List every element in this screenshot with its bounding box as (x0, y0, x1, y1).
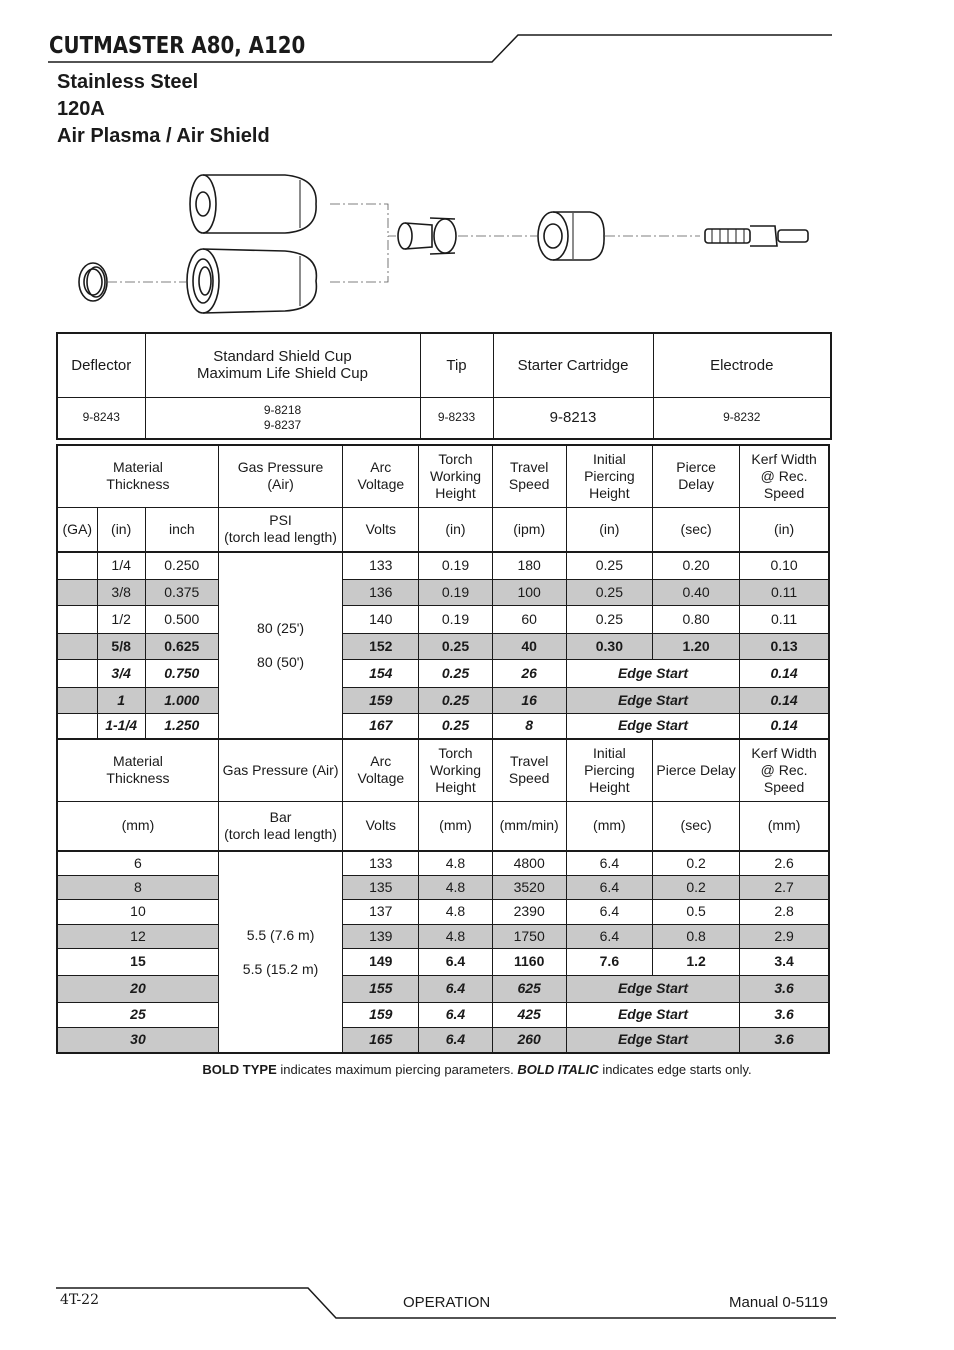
torch-height-cell: 0.25 (419, 659, 492, 687)
unit-bar: Bar (torch lead length) (218, 801, 342, 851)
decimal-cell: 0.500 (145, 605, 218, 633)
torch-height-cell: 6.4 (419, 1027, 492, 1053)
arc-voltage-cell: 133 (343, 851, 419, 875)
starter-cartridge-image (538, 212, 604, 260)
travel-speed-cell: 8 (492, 713, 566, 739)
parts-table (56, 332, 832, 440)
decimal-cell: 0.250 (145, 552, 218, 579)
torch-height-cell: 6.4 (419, 1002, 492, 1027)
torch-height-cell: 4.8 (419, 924, 492, 948)
arc-voltage-cell: 154 (343, 659, 419, 687)
shield-cup-header: Standard Shield Cup Maximum Life Shield Cup (145, 333, 420, 397)
tip-image (398, 218, 456, 254)
decimal-cell: 1.000 (145, 687, 218, 713)
travel-speed-cell: 100 (492, 579, 566, 605)
decimal-cell: 0.375 (145, 579, 218, 605)
gauge-cell (57, 687, 97, 713)
shield-cup-part-numbers: 9-8218 9-8237 (145, 397, 420, 439)
unit-mm: (mm) (57, 801, 218, 851)
thickness-mm-cell: 10 (57, 899, 218, 924)
imperial-pierce-delay-header: Pierce Delay (652, 445, 739, 507)
arc-voltage-cell: 149 (343, 948, 419, 975)
header-rule (0, 0, 954, 80)
kerf-width-cell: 3.6 (740, 1027, 829, 1053)
torch-height-cell: 0.25 (419, 687, 492, 713)
pierce-height-cell: 0.25 (566, 552, 652, 579)
page-number: 4T-22 (60, 1292, 99, 1308)
metric-row (57, 1027, 829, 1053)
fraction-cell: 1/4 (97, 552, 145, 579)
thickness-mm-cell: 25 (57, 1002, 218, 1027)
pierce-height-cell: 6.4 (566, 924, 652, 948)
gauge-cell (57, 605, 97, 633)
gauge-cell (57, 552, 97, 579)
deflector-header: Deflector (57, 333, 145, 397)
kerf-width-cell: 2.8 (740, 899, 829, 924)
manual-number: Manual 0-5119 (729, 1294, 828, 1311)
kerf-width-cell: 2.7 (740, 875, 829, 899)
imperial-gas-pressure-cell: 80 (25') 80 (50') (218, 552, 342, 739)
electrode-header: Electrode (653, 333, 831, 397)
decimal-cell: 0.750 (145, 659, 218, 687)
thickness-mm-cell: 30 (57, 1027, 218, 1053)
arc-voltage-cell: 133 (343, 552, 419, 579)
kerf-width-cell: 0.14 (740, 713, 829, 739)
arc-voltage-cell: 136 (343, 579, 419, 605)
imperial-pierce-height-header: Initial Piercing Height (566, 445, 652, 507)
unit-ga: (GA) (57, 507, 97, 552)
kerf-width-cell: 3.4 (740, 948, 829, 975)
travel-speed-cell: 40 (492, 633, 566, 659)
fraction-cell: 1-1/4 (97, 713, 145, 739)
imperial-row (57, 633, 829, 659)
edge-start-cell: Edge Start (566, 687, 739, 713)
edge-start-cell: Edge Start (566, 1002, 739, 1027)
pierce-delay-cell: 0.40 (652, 579, 739, 605)
pierce-height-cell: 6.4 (566, 899, 652, 924)
arc-voltage-cell: 135 (343, 875, 419, 899)
unit-pierce-in: (in) (566, 507, 652, 552)
unit-metric-sec: (sec) (652, 801, 739, 851)
travel-speed-cell: 60 (492, 605, 566, 633)
pierce-delay-cell: 0.2 (652, 875, 739, 899)
torch-height-cell: 0.19 (419, 605, 492, 633)
deflector-image (79, 263, 107, 301)
gauge-cell (57, 713, 97, 739)
pierce-delay-cell: 0.2 (652, 851, 739, 875)
starter-cartridge-header: Starter Cartridge (493, 333, 653, 397)
metric-row (57, 924, 829, 948)
decimal-cell: 0.625 (145, 633, 218, 659)
unit-ipm: (ipm) (492, 507, 566, 552)
legend-note: BOLD TYPE indicates maximum piercing parameters. BOLD ITALIC indicates edge starts only. (202, 1062, 752, 1077)
metric-row (57, 975, 829, 1002)
kerf-width-cell: 3.6 (740, 975, 829, 1002)
torch-height-cell: 0.25 (419, 713, 492, 739)
document-title: CUTMASTER A80, A120 (49, 33, 306, 59)
gauge-cell (57, 579, 97, 605)
unit-metric-volts: Volts (343, 801, 419, 851)
travel-speed-cell: 3520 (492, 875, 566, 899)
unit-in: (in) (97, 507, 145, 552)
metric-row (57, 948, 829, 975)
unit-volts: Volts (343, 507, 419, 552)
imperial-row (57, 552, 829, 579)
imperial-kerf-header: Kerf Width @ Rec. Speed (740, 445, 829, 507)
metric-row (57, 851, 829, 875)
pierce-delay-cell: 1.2 (652, 948, 739, 975)
travel-speed-cell: 425 (492, 1002, 566, 1027)
travel-speed-cell: 1160 (492, 948, 566, 975)
fraction-cell: 1 (97, 687, 145, 713)
arc-voltage-cell: 137 (343, 899, 419, 924)
subtitle-gas: Air Plasma / Air Shield (57, 125, 270, 147)
imperial-row (57, 713, 829, 739)
tip-part-number: 9-8233 (420, 397, 493, 439)
arc-voltage-cell: 159 (343, 1002, 419, 1027)
imperial-row (57, 687, 829, 713)
arc-voltage-cell: 155 (343, 975, 419, 1002)
torch-height-cell: 0.19 (419, 552, 492, 579)
torch-height-cell: 0.19 (419, 579, 492, 605)
decimal-cell: 1.250 (145, 713, 218, 739)
subtitle-material: Stainless Steel (57, 71, 199, 93)
thickness-mm-cell: 12 (57, 924, 218, 948)
imperial-gas-header: Gas Pressure (Air) (218, 445, 342, 507)
metric-gas-pressure-cell: 5.5 (7.6 m) 5.5 (15.2 m) (218, 851, 342, 1053)
kerf-width-cell: 0.14 (740, 687, 829, 713)
arc-voltage-cell: 165 (343, 1027, 419, 1053)
torch-height-cell: 6.4 (419, 975, 492, 1002)
edge-start-cell: Edge Start (566, 713, 739, 739)
pierce-height-cell: 6.4 (566, 851, 652, 875)
travel-speed-cell: 26 (492, 659, 566, 687)
kerf-width-cell: 0.11 (740, 605, 829, 633)
pierce-height-cell: 7.6 (566, 948, 652, 975)
arc-voltage-cell: 152 (343, 633, 419, 659)
max-life-shield-cup-image (187, 249, 316, 313)
pierce-delay-cell: 0.20 (652, 552, 739, 579)
imperial-torch-header: Torch Working Height (419, 445, 492, 507)
unit-psi: PSI (torch lead length) (218, 507, 342, 552)
fraction-cell: 3/8 (97, 579, 145, 605)
metric-travel-header: Travel Speed (492, 739, 566, 801)
imperial-material-header: Material Thickness (57, 445, 218, 507)
unit-kerf-in: (in) (740, 507, 829, 552)
edge-start-cell: Edge Start (566, 975, 739, 1002)
fraction-cell: 1/2 (97, 605, 145, 633)
metric-material-header: Material Thickness (57, 739, 218, 801)
unit-mm-min: (mm/min) (492, 801, 566, 851)
pierce-height-cell: 0.30 (566, 633, 652, 659)
gauge-cell (57, 633, 97, 659)
section-name: OPERATION (403, 1294, 491, 1311)
kerf-width-cell: 0.11 (740, 579, 829, 605)
torch-height-cell: 6.4 (419, 948, 492, 975)
cut-chart-table (56, 444, 830, 1054)
gauge-cell (57, 659, 97, 687)
arc-voltage-cell: 139 (343, 924, 419, 948)
torch-height-cell: 4.8 (419, 899, 492, 924)
consumables-illustration (70, 166, 830, 326)
arc-voltage-cell: 140 (343, 605, 419, 633)
imperial-row (57, 659, 829, 687)
pierce-delay-cell: 0.8 (652, 924, 739, 948)
pierce-height-cell: 0.25 (566, 605, 652, 633)
deflector-part-number: 9-8243 (57, 397, 145, 439)
electrode-part-number: 9-8232 (653, 397, 831, 439)
imperial-travel-header: Travel Speed (492, 445, 566, 507)
imperial-row (57, 605, 829, 633)
unit-torch-mm: (mm) (419, 801, 492, 851)
metric-pierce-height-header: Initial Piercing Height (566, 739, 652, 801)
metric-arc-header: Arc Voltage (343, 739, 419, 801)
torch-height-cell: 0.25 (419, 633, 492, 659)
imperial-rows (57, 552, 829, 739)
unit-sec: (sec) (652, 507, 739, 552)
imperial-row (57, 579, 829, 605)
kerf-width-cell: 0.13 (740, 633, 829, 659)
kerf-width-cell: 0.10 (740, 552, 829, 579)
torch-height-cell: 4.8 (419, 875, 492, 899)
edge-start-cell: Edge Start (566, 659, 739, 687)
metric-row (57, 899, 829, 924)
tip-header: Tip (420, 333, 493, 397)
pierce-delay-cell: 0.80 (652, 605, 739, 633)
thickness-mm-cell: 8 (57, 875, 218, 899)
metric-kerf-header: Kerf Width @ Rec. Speed (740, 739, 829, 801)
kerf-width-cell: 0.14 (740, 659, 829, 687)
pierce-delay-cell: 0.5 (652, 899, 739, 924)
metric-row (57, 875, 829, 899)
metric-torch-header: Torch Working Height (419, 739, 492, 801)
thickness-mm-cell: 15 (57, 948, 218, 975)
kerf-width-cell: 2.6 (740, 851, 829, 875)
pierce-height-cell: 6.4 (566, 875, 652, 899)
travel-speed-cell: 2390 (492, 899, 566, 924)
unit-torch-in: (in) (419, 507, 492, 552)
travel-speed-cell: 4800 (492, 851, 566, 875)
arc-voltage-cell: 167 (343, 713, 419, 739)
edge-start-cell: Edge Start (566, 1027, 739, 1053)
travel-speed-cell: 260 (492, 1027, 566, 1053)
travel-speed-cell: 1750 (492, 924, 566, 948)
torch-height-cell: 4.8 (419, 851, 492, 875)
unit-pierce-mm: (mm) (566, 801, 652, 851)
travel-speed-cell: 16 (492, 687, 566, 713)
unit-inch: inch (145, 507, 218, 552)
metric-gas-header: Gas Pressure (Air) (218, 739, 342, 801)
metric-pierce-delay-header: Pierce Delay (652, 739, 739, 801)
arc-voltage-cell: 159 (343, 687, 419, 713)
metric-rows (57, 851, 829, 1053)
unit-kerf-mm: (mm) (740, 801, 829, 851)
pierce-delay-cell: 1.20 (652, 633, 739, 659)
thickness-mm-cell: 6 (57, 851, 218, 875)
imperial-arc-header: Arc Voltage (343, 445, 419, 507)
travel-speed-cell: 180 (492, 552, 566, 579)
starter-cartridge-part-number: 9-8213 (493, 397, 653, 439)
metric-row (57, 1002, 829, 1027)
subtitle-amperage: 120A (57, 98, 105, 120)
fraction-cell: 5/8 (97, 633, 145, 659)
pierce-height-cell: 0.25 (566, 579, 652, 605)
electrode-image (705, 226, 808, 246)
kerf-width-cell: 2.9 (740, 924, 829, 948)
kerf-width-cell: 3.6 (740, 1002, 829, 1027)
fraction-cell: 3/4 (97, 659, 145, 687)
shield-cup-image (190, 175, 316, 233)
thickness-mm-cell: 20 (57, 975, 218, 1002)
travel-speed-cell: 625 (492, 975, 566, 1002)
